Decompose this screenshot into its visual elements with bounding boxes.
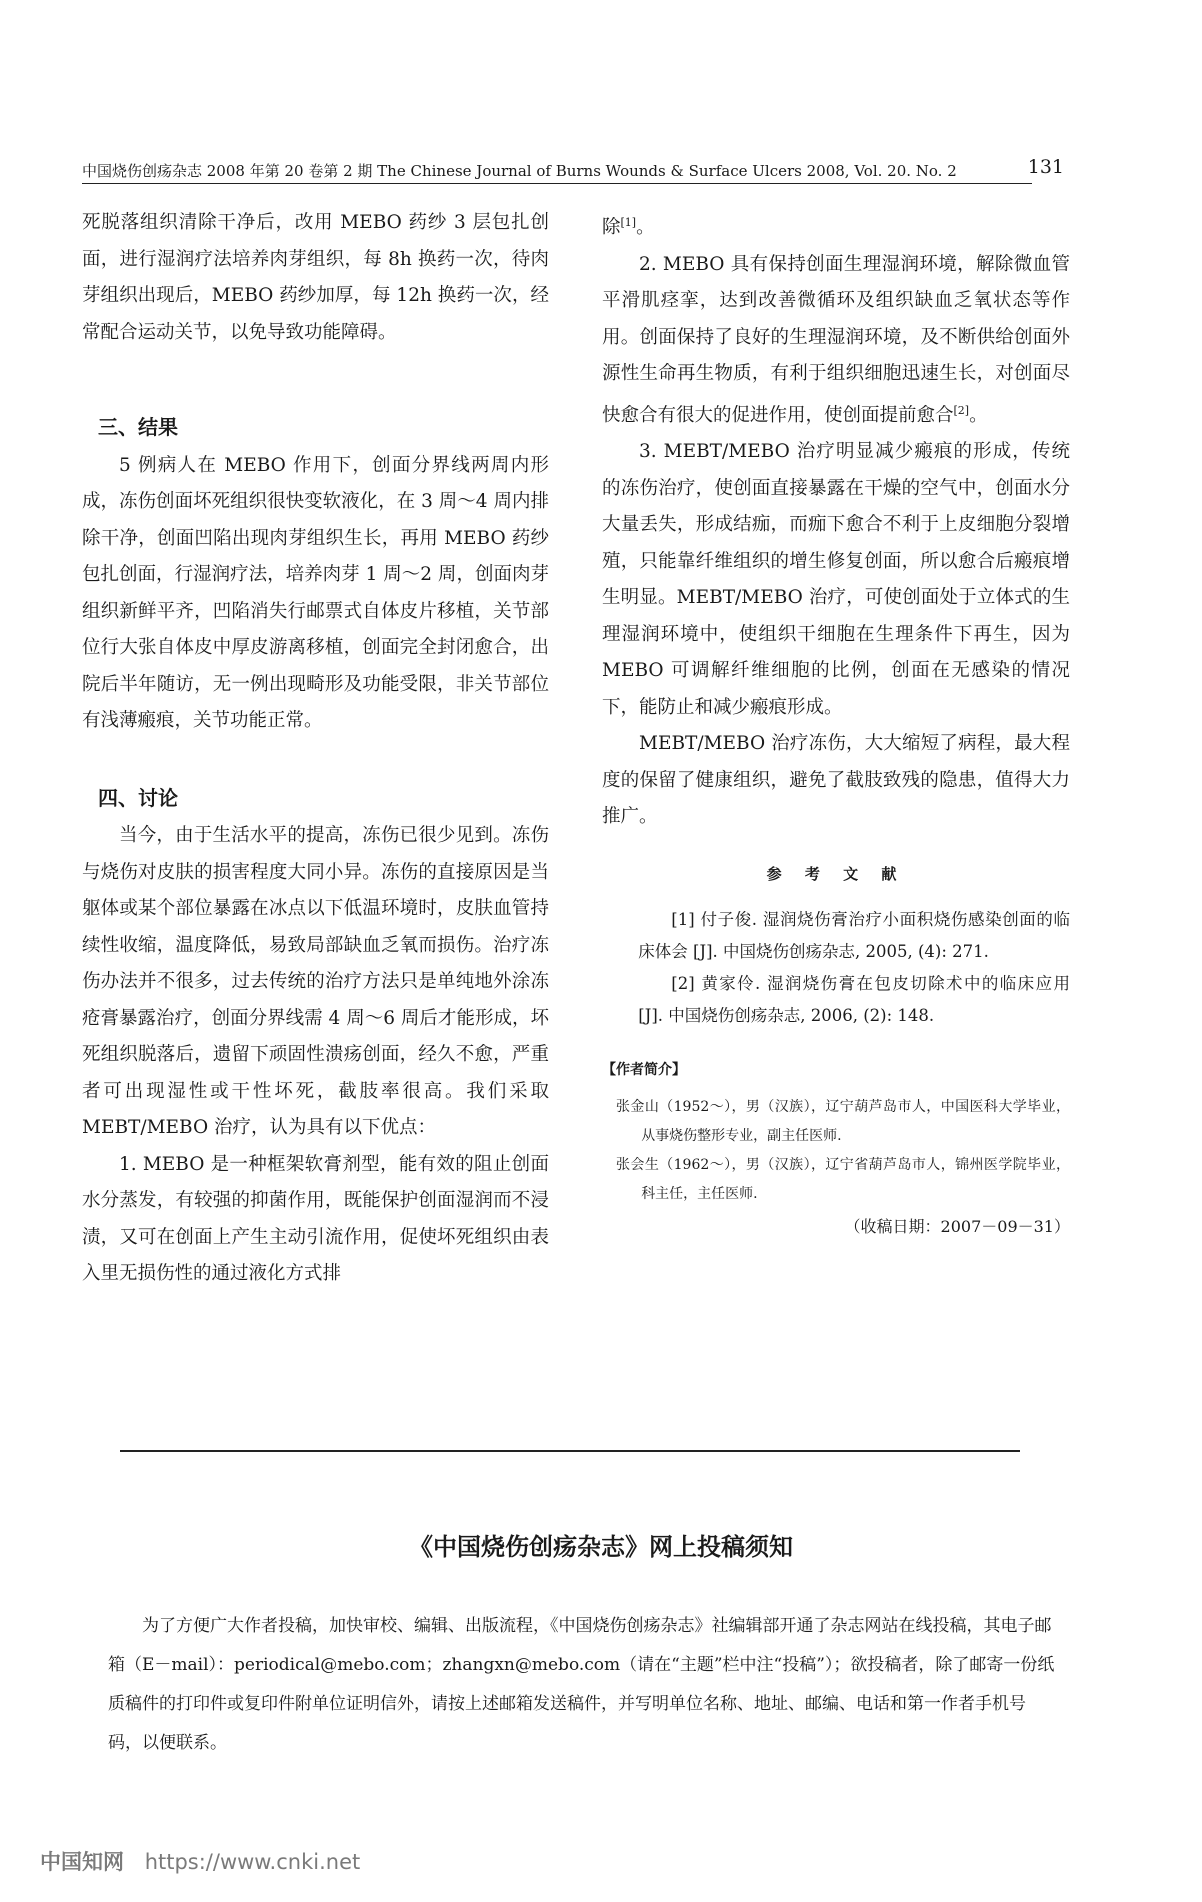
- continued-text: 除[1]。: [602, 216, 655, 239]
- point3-paragraph: 3. MEBT/MEBO 治疗明显减少瘢痕的形成，传统的冻伤治疗，使创面直接暴露在干燥的空气中，创面水分大量丢失，形成结痂，而痂下愈合不利于上皮细胞分裂增殖，只能靠纤维组织的增生修复创面，所以愈合后瘢痕增生明显。MEBT/MEBO 治疗，可使创面处于立体式的生理湿润环境中，使组织干细胞在生理条件下再生，因为 MEBO 可调解纤维细胞的比例，创面在无感染的情况下，能防止和减少瘢痕形成。: [602, 441, 1070, 718]
- results-title: 三、结果: [98, 415, 178, 439]
- author-bio: 张金山（1952～），男（汉族），辽宁葫芦岛市人，中国医科大学毕业，从事烧伤整形专业，副主任医师.: [616, 1098, 1070, 1144]
- point1-paragraph: 1. MEBO 是一种框架软膏剂型，能有效的阻止创面水分蒸发，有较强的抑菌作用，既能保护创面湿润而不浸渍，又可在创面上产生主动引流作用，促使坏死组织由表入里无损伤性的通过液化方式排: [82, 1153, 549, 1284]
- reference-list: [602, 904, 1070, 1032]
- section-divider: [120, 1450, 1020, 1452]
- author-bio: 张会生（1962～），男（汉族），辽宁省葫芦岛市人，锦州医学院毕业，科主任，主任医师.: [616, 1156, 1070, 1202]
- citation-2: [2]: [953, 403, 970, 417]
- author-bio-list: [602, 1093, 1070, 1209]
- results-paragraph: 5 例病人在 MEBO 作用下，创面分界线两周内形成，冻伤创面坏死组织很快变软液化，在 3 周～4 周内排除干净，创面凹陷出现肉芽组织生长，再用 MEBO 药纱包扎创面，行湿润疗法，培养肉芽 1 周～2 周，创面肉芽组织新鲜平齐，凹陷消失行邮票式自体皮片移植，关节部位行大张自体皮中厚皮游离移植，创面完全封闭愈合，出院后半年随访，无一例出现畸形及功能受限，非关节部位有浅薄瘢痕，关节功能正常。: [82, 454, 549, 731]
- notice-title: 《中国烧伤创疡杂志》网上投稿须知: [409, 1533, 793, 1561]
- reference-item: [2] 黄家伶. 湿润烧伤膏在包皮切除术中的临床应用 [J]. 中国烧伤创疡杂志, 2006, (2): 148.: [638, 974, 1070, 1026]
- references-title: 参 考 文 献: [766, 864, 906, 883]
- page-number: 131: [1027, 156, 1064, 178]
- right-column: [602, 205, 1070, 1245]
- received-date: （收稿日期：2007－09－31）: [844, 1216, 1070, 1236]
- cnki-watermark: [40, 1846, 360, 1876]
- notice-body: [108, 1607, 1058, 1763]
- watermark-brand: 中国知网: [40, 1850, 124, 1874]
- header-rule: [82, 183, 1032, 184]
- journal-header: 中国烧伤创疡杂志 2008 年第 20 卷第 2 期 The Chinese Journal of Burns Wounds & Surface Ulcers 2008, Vol. 20. No. 2: [82, 162, 957, 180]
- conclusion-paragraph: MEBT/MEBO 治疗冻伤，大大缩短了病程，最大程度的保留了健康组织，避免了截肢致残的隐患，值得大力推广。: [602, 733, 1070, 828]
- discussion-title: 四、讨论: [98, 785, 178, 810]
- left-column: [82, 205, 549, 1293]
- point2-paragraph: 2. MEBO 具有保持创面生理湿润环境，解除微血管平滑肌痉挛，达到改善微循环及组织缺血乏氧状态等作用。创面保持了良好的生理湿润环境，及不断供给创面外源性生命再生物质，有利于组织细胞迅速生长，对创面尽快愈合有很大的促进作用，使创面提前愈合[2]。: [602, 253, 1070, 426]
- discussion-paragraph: 当今，由于生活水平的提高，冻伤已很少见到。冻伤与烧伤对皮肤的损害程度大同小异。冻伤的直接原因是当躯体或某个部位暴露在冰点以下低温环境时，皮肤血管持续性收缩，温度降低，易致局部缺血乏氧而损伤。治疗冻伤办法并不很多，过去传统的治疗方法只是单纯地外涂冻疮膏暴露治疗，创面分界线需 4 周～6 周后才能形成，坏死组织脱落后，遗留下顽固性溃疡创面，经久不愈，严重者可出现湿性或干性坏死，截肢率很高。我们采取 MEBT/MEBO 治疗，认为具有以下优点：: [82, 825, 549, 1138]
- intro-paragraph: 死脱落组织清除干净后，改用 MEBO 药纱 3 层包扎创面，进行湿润疗法培养肉芽组织，每 8h 换药一次，待肉芽组织出现后，MEBO 药纱加厚，每 12h 换药一次，经常配合运动关节，以免导致功能障碍。: [82, 212, 549, 343]
- author-bio-title: 【作者简介】: [602, 1062, 686, 1079]
- watermark-url: https://www.cnki.net: [144, 1850, 361, 1874]
- notice-paragraph: 为了方便广大作者投稿，加快审校、编辑、出版流程，《中国烧伤创疡杂志》社编辑部开通了杂志网站在线投稿，其电子邮箱（E－mail）：periodical@mebo.com；zhangxn@mebo.com（请在“主题”栏中注“投稿”）；欲投稿者，除了邮寄一份纸质稿件的打印件或复印件附单位证明信外，请按上述邮箱发送稿件，并写明单位名称、地址、邮编、电话和第一作者手机号码，以便联系。: [108, 1616, 1055, 1753]
- citation-1: [1]: [620, 216, 637, 229]
- reference-item: [1] 付子俊. 湿润烧伤膏治疗小面积烧伤感染创面的临床体会 [J]. 中国烧伤创疡杂志, 2005, (4): 271.: [638, 910, 1070, 962]
